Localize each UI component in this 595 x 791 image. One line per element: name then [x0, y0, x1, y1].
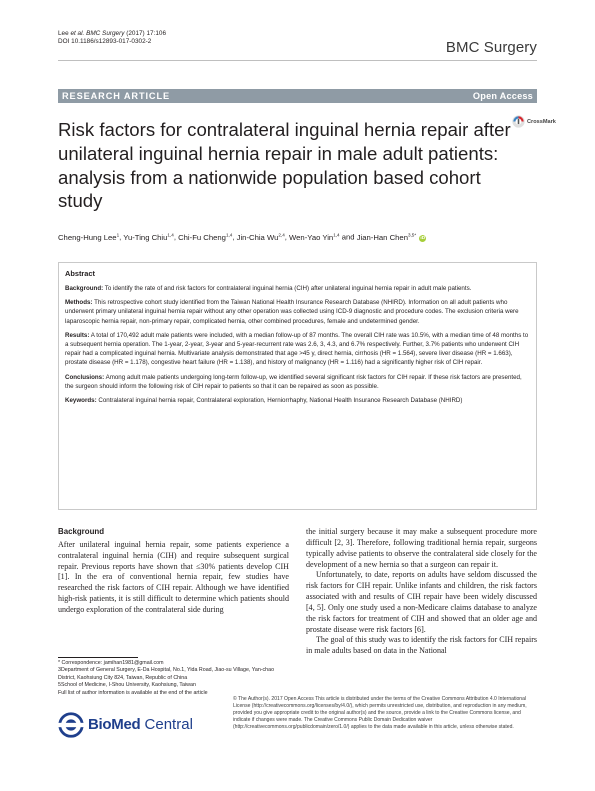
header-rule: [58, 60, 537, 61]
author-info-note: Full list of author information is available at the end of the article: [58, 689, 208, 696]
body-paragraph: Unfortunately, to date, reports on adults have seldom discussed the risk factors for CIH repair. Unlike infants and children, the risk factors associated with and results of CIH repair have been widely discussed [4, 5]. Only one study used a non-Medicare claims database to analyze the risk factors for treatment of CIH and showed that an older age and prostate disease were risk factors [6].: [306, 570, 537, 634]
abstract-keywords: Keywords: Contralateral inguinal hernia repair, Contralateral exploration, Herniorrhaphy, National Health Insurance Research Database (NHIRD): [65, 397, 463, 405]
correspondence-note: * Correspondence: jamihan1981@gmail.com: [58, 660, 164, 666]
author-2[interactable]: Chi-Fu Cheng$^{1,4}$: [178, 232, 233, 242]
citation-journal: et al. BMC Surgery: [70, 30, 125, 37]
open-access-label: Open Access: [472, 91, 533, 101]
license-statement: © The Author(s). 2017 Open Access This article is distributed under the terms of the Creative Commons Attribution 4.0 International License (http://creativecommons.org/licenses/by/4.0/), which permits unrestricted use, distribution, and reproduction in any medium, provided you give appropriate credit to the original author(s) and the source, provide a link to the Creative Commons license, and indicate if changes were made. The Creative Commons Public Domain Dedication waiver (http://creativecommons.org/publicdomain/zero/1.0/) applies to the data made available in this article, unless otherwise stated.: [233, 696, 527, 731]
footnote-rule: [58, 657, 138, 658]
abstract-methods: Methods: This retrospective cohort study identified from the Taiwan National Health Insurance Research Database (NHIRD). Information on all adult patients who underwent primary unilateral inguinal hernia repair without any other operation was collected using ICD-9 diagnostic and procedure codes. The exclusion criteria were laparoscopic hernia repair, non-primary repair, complicated hernia, other combined procedures, female and undetermined gender.: [65, 299, 519, 325]
running-header: [58, 30, 166, 47]
biomed-central-icon: [58, 712, 84, 738]
author-0[interactable]: Cheng-Hung Lee$^1$: [58, 232, 120, 242]
doi[interactable]: DOI 10.1186/s12893-017-0302-2: [58, 38, 152, 46]
author-3[interactable]: Jin-Chia Wu$^{2,4}$: [236, 232, 285, 242]
affiliation-note: 3Department of General Surgery, E-Da Hospital, No.1, Yida Road, Jiao-su Village, Yan-chao District, Kaohsiung City 824, Taiwan, Republic of China: [58, 667, 275, 681]
article-type: RESEARCH ARTICLE: [62, 91, 170, 101]
article-title: Risk factors for contralateral inguinal hernia repair after unilateral inguinal hernia repair in male adult patients: analysis from a nationwide population based cohort study: [58, 119, 511, 212]
body-column-left: [58, 527, 289, 616]
orcid-icon[interactable]: iD: [420, 235, 426, 241]
citation-line: Lee et al. BMC Surgery (2017) 17:106: [58, 30, 167, 37]
footnotes: [58, 660, 289, 697]
author-4[interactable]: Wen-Yao Yin$^{1,4}$: [289, 232, 340, 242]
author-list: Cheng-Hung Lee$^1$, Yu-Ting Chiu$^{1,4}$, Chi-Fu Cheng$^{1,4}$, Jin-Chia Wu$^{2,4}$, Wen-Yao Yin$^{1,4}$ and Jian-Han Chen$^{3,5*}$ iD: [58, 232, 426, 242]
author-1[interactable]: Yu-Ting Chiu$^{1,4}$: [123, 232, 174, 242]
crossmark-badge[interactable]: [512, 115, 556, 128]
section-heading-background: Background: [58, 527, 105, 536]
body-paragraph: After unilateral inguinal hernia repair, some patients experience a contralateral inguinal hernia (CIH) and require subsequent surgical repair. Previous reports have shown that ≤30% patients develop CIH [1]. In the era of conventional hernia repair, few studies have researched the risk factors of CIH repair. Although we have identified high-risk patients, it is still difficult to determine which patients should undergo exploration of the contralateral side during: [58, 539, 289, 614]
abstract-results: Results: A total of 170,492 adult male patients were included, with a median follow-up of 87 months. The overall CIH rate was 10.5%, with a median time of 48 months to a subsequent hernia operation. The 1-year, 2-year, 3-year and 5-year-recurrent rate was 2.6, 3, 4.3, and 6.7% respectively. Further, 3.7% patients who underwent CIH repair had a complicated inguinal hernia. Multivariate analysis demonstrated that age >45 y, direct hernia, cirrhosis (HR = 1.564), severe liver disease (HR = 1.663), prostate disease (HR = 1.178), congestive heart failure (HR = 1.138), and history of malignancy (HR = 1.116) had a significantly higher risk of CIH repair.: [65, 331, 529, 367]
body-paragraph: The goal of this study was to identify the risk factors for CIH repairs in male adults based on data in the National: [306, 635, 538, 656]
affiliation-note: 5School of Medicine, I-Shou University, Kaohsiung, Taiwan: [58, 682, 196, 689]
biomed-central-logo: [58, 712, 193, 738]
journal-name: BMC Surgery: [445, 39, 537, 56]
article-type-banner: [58, 89, 537, 103]
body-column-right: [306, 527, 537, 657]
abstract-box: [58, 262, 537, 510]
abstract-heading: Abstract: [65, 269, 95, 278]
publisher-name: BioMed Central: [88, 716, 193, 733]
author-5[interactable]: Jian-Han Chen$^{3,5*}$: [356, 232, 417, 242]
abstract-background: Background: To identify the rate of and risk factors for contralateral inguinal hernia (CIH) after unilateral inguinal hernia repair in adult male patients.: [65, 285, 472, 292]
body-paragraph: the initial surgery because it may make a subsequent procedure more difficult [2, 3]. Therefore, following traditional hernia repair, surgeons typically advise patients to observe the contralateral side closely for the development of a new hernia so that a surgeon can repair it.: [306, 527, 537, 569]
crossmark-icon: [512, 115, 525, 128]
abstract-conclusions: Conclusions: Among adult male patients undergoing long-term follow-up, we identified several significant risk factors for CIH repair. If these risk factors are presented, the surgeon should inform the following risk of CIH repair to patients so that it can be repaired as soon as possible.: [65, 373, 522, 390]
crossmark-label: CrossMark: [527, 118, 556, 125]
